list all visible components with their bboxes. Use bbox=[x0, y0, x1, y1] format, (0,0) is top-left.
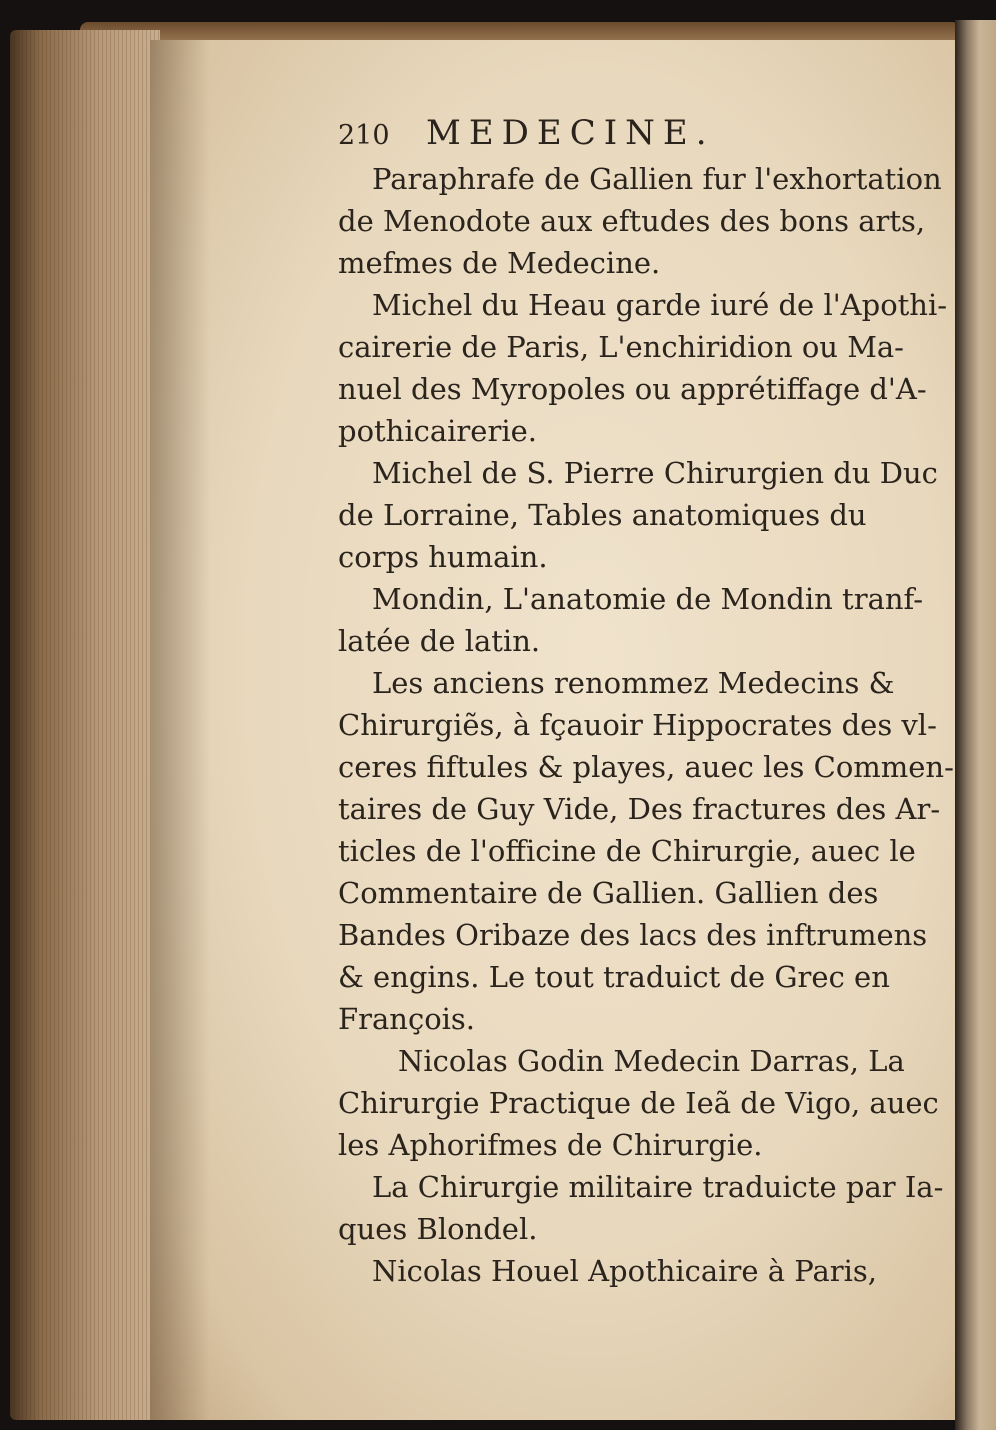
text-line: Michel du Heau garde iuré de l'Apothi- bbox=[372, 288, 948, 322]
text-line: Bandes Oribaze des lacs des inftrumens bbox=[338, 918, 928, 952]
text-line: les Aphorifmes de Chirurgie. bbox=[338, 1128, 763, 1162]
text-line: ques Blondel. bbox=[338, 1212, 538, 1246]
entry-michel-du-heau bbox=[338, 284, 948, 452]
page-text bbox=[338, 112, 954, 1292]
entry-mondin bbox=[338, 578, 938, 662]
text-line: ceres fiftules & playes, auec les Commen- bbox=[338, 750, 954, 784]
text-line: Commentaire de Gallien. Gallien des bbox=[338, 876, 879, 910]
entry-paraphrase bbox=[338, 158, 942, 284]
book-page-edges bbox=[10, 30, 160, 1420]
entry-nicolas-godin bbox=[338, 1040, 938, 1166]
text-line: nuel des Myropoles ou apprétiffage d'A- bbox=[338, 372, 927, 406]
text-line: Nicolas Godin Medecin Darras, La bbox=[398, 1044, 905, 1078]
entry-nicolas-houel bbox=[338, 1250, 938, 1292]
text-line: Mondin, L'anatomie de Mondin tranf- bbox=[372, 582, 924, 616]
text-line: Nicolas Houel Apothicaire à Paris, bbox=[372, 1254, 877, 1288]
text-line: mefmes de Medecine. bbox=[338, 246, 661, 280]
text-line: cairerie de Paris, L'enchiridion ou Ma- bbox=[338, 330, 904, 364]
text-line: Chirurgie Practique de Ieã de Vigo, auec bbox=[338, 1086, 939, 1120]
text-line: Les anciens renommez Medecins & bbox=[372, 666, 895, 700]
entry-chirurgie-militaire bbox=[338, 1166, 944, 1250]
text-line: & engins. Le tout traduict de Grec en bbox=[338, 960, 890, 994]
text-line: de Lorraine, Tables anatomiques du bbox=[338, 498, 867, 532]
entry-anciens-medecins bbox=[338, 662, 954, 1040]
running-title: MEDECINE. bbox=[426, 113, 715, 153]
text-line: taires de Guy Vide, Des fractures des Ar- bbox=[338, 792, 941, 826]
page-header bbox=[338, 112, 938, 158]
text-line: corps humain. bbox=[338, 540, 548, 574]
page-binding-shadow bbox=[150, 40, 210, 1420]
entry-michel-de-s-pierre bbox=[338, 452, 938, 578]
text-line: Chirurgiẽs, à fçauoir Hippocrates des vl- bbox=[338, 708, 937, 742]
text-line: latée de latin. bbox=[338, 624, 541, 658]
text-line: Michel de S. Pierre Chirurgien du Duc bbox=[372, 456, 938, 490]
text-line: François. bbox=[338, 1002, 476, 1036]
text-line: pothicairerie. bbox=[338, 414, 537, 448]
text-line: La Chirurgie militaire traduicte par Ia- bbox=[372, 1170, 944, 1204]
text-line: ticles de l'officine de Chirurgie, auec le bbox=[338, 834, 916, 868]
text-line: de Menodote aux eftudes des bons arts, bbox=[338, 204, 926, 238]
facing-page-gutter bbox=[955, 20, 996, 1430]
folio-number: 210 bbox=[338, 120, 390, 151]
text-line: Paraphrafe de Gallien fur l'exhortation bbox=[372, 162, 942, 196]
